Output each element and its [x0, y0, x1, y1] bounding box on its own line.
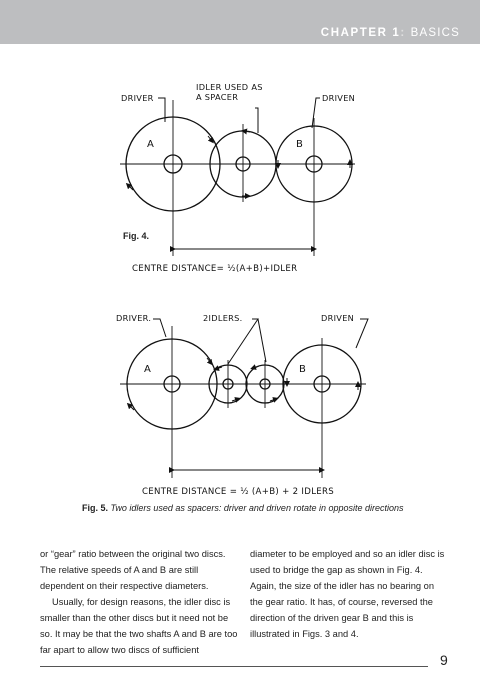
body-column-left: [40, 546, 238, 658]
fig4-idler-label-line1: IDLER USED AS: [196, 82, 263, 92]
fig4-formula: CENTRE DISTANCE= ½(A+B)+IDLER: [132, 264, 298, 274]
fig5-caption: [82, 503, 404, 513]
fig5-idlers-label: 2IDLERS.: [203, 313, 243, 323]
fig5-driver-label: DRIVER.: [116, 313, 152, 323]
body-paragraph: diameter to be employed and so an idler disc is used to bridge the gap as shown in Fig. 4. Again, the size of the idler has no bearing on the gear ratio. It has, of course, reversed the direction of the driven gear B and this is illustrated in Figs. 3 and 4.: [250, 549, 445, 639]
chapter-number: CHAPTER 1: [320, 27, 401, 39]
fig5-driven-label: DRIVEN: [321, 313, 355, 323]
chapter-separator: :: [400, 27, 406, 39]
section-name: BASICS: [410, 27, 460, 39]
footer-rule: [40, 666, 428, 667]
fig5-formula: CENTRE DISTANCE = ½ (A+B) + 2 IDLERS: [142, 487, 335, 497]
fig5-disc-a-label: A: [144, 364, 152, 375]
fig4-idler-label-line2: A SPACER: [196, 92, 239, 102]
body-paragraph: Usually, for design reasons, the idler disc is smaller than the other discs but it need not be so. It may be that the two shafts A and B are too far apart to allow two discs of sufficient: [40, 597, 238, 655]
body-column-right: [250, 546, 448, 642]
body-paragraph: or “gear” ratio between the original two discs. The relative speeds of A and B are still dependent on their respective diameters.: [40, 549, 226, 591]
fig4-disc-b-label: B: [296, 139, 304, 150]
fig4-driver-label: DRIVER: [121, 93, 154, 103]
fig5-caption-label: Fig. 5.: [82, 503, 109, 513]
fig5-diagram: [120, 319, 368, 478]
fig4-diagram: [120, 98, 355, 256]
fig4-disc-a-label: A: [147, 139, 155, 150]
fig5-caption-text: Two idlers used as spacers: driver and driven rotate in opposite directions: [110, 503, 404, 513]
fig5-disc-b-label: B: [299, 364, 307, 375]
fig4-driven-label: DRIVEN: [322, 93, 356, 103]
page-number: 9: [440, 652, 448, 668]
fig4-caption: Fig. 4.: [123, 231, 150, 241]
